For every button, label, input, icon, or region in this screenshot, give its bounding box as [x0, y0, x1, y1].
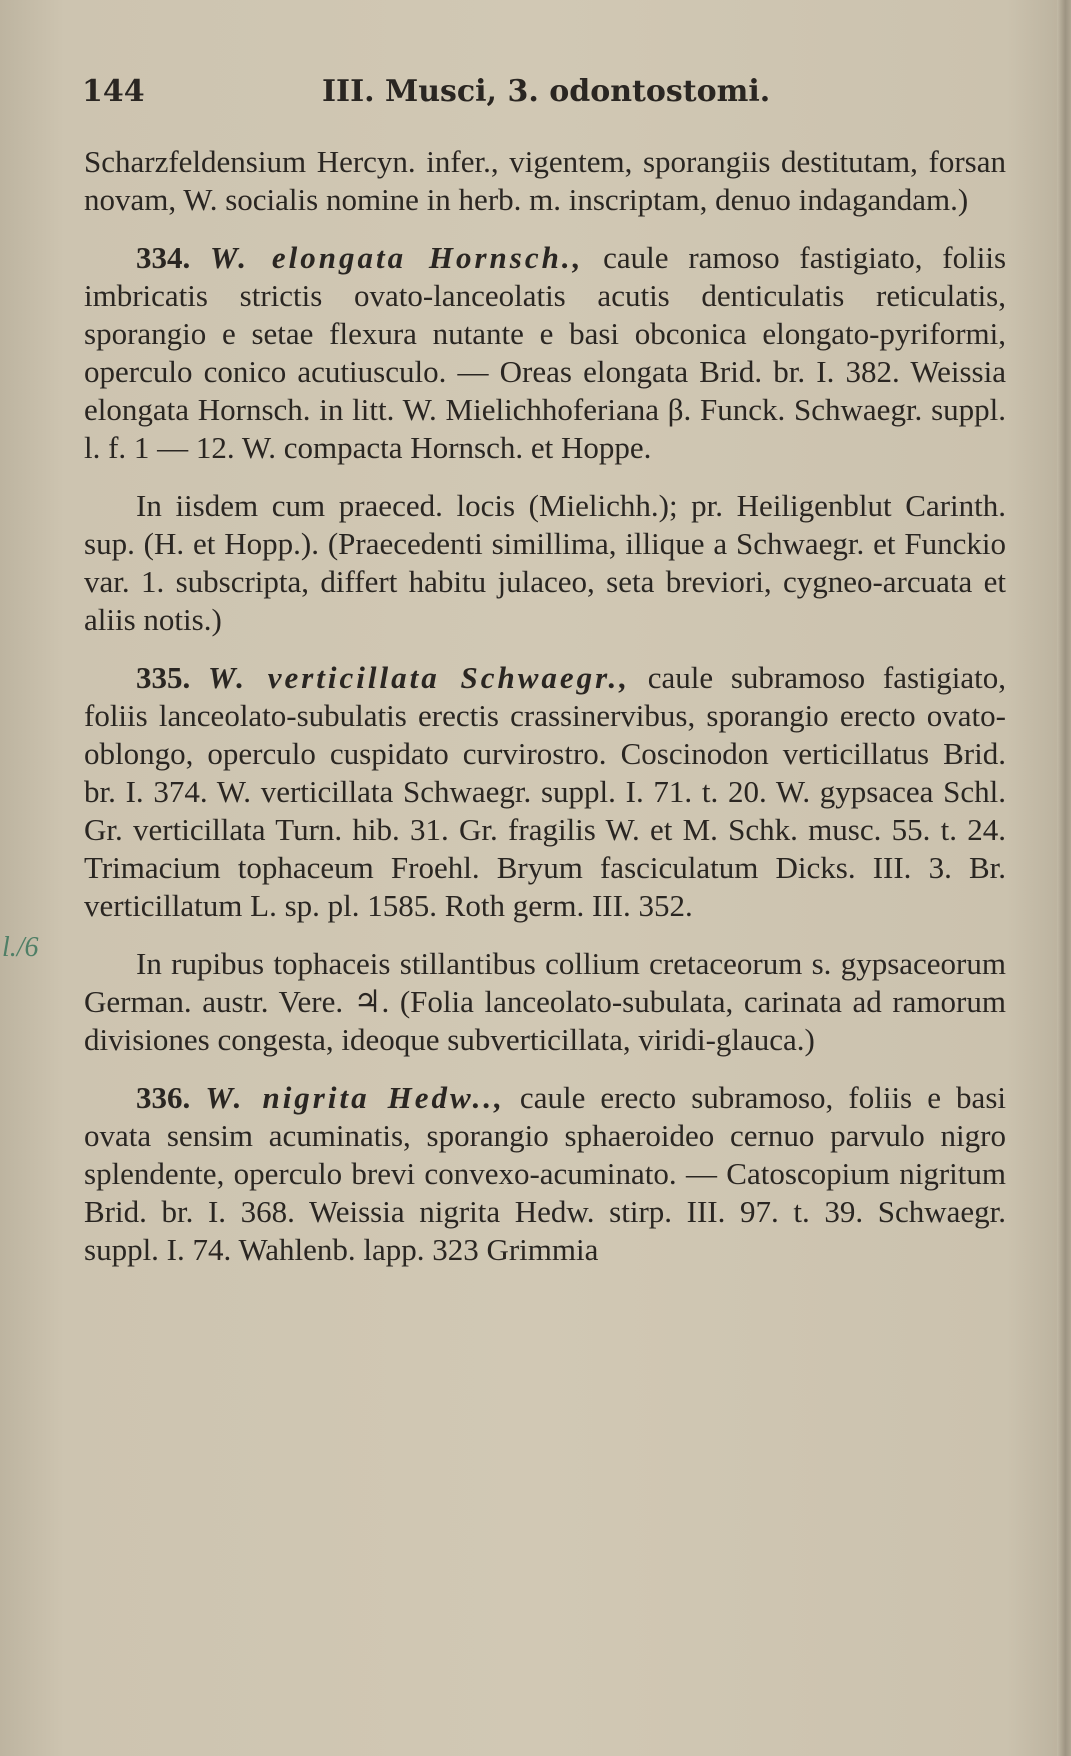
- species-entry-335: [84, 659, 1006, 925]
- running-head: III. Musci, 3. odontostomi.: [322, 74, 771, 109]
- species-entry-334: [84, 239, 1006, 467]
- habitat-note: [84, 487, 1006, 639]
- page-edge: [1057, 0, 1071, 1756]
- species-entry-336: [84, 1079, 1006, 1269]
- page-number: 144: [82, 74, 145, 109]
- body-text: [84, 143, 1006, 1289]
- entry-description: caule erecto subramoso, foliis e basi ovata sensim acuminatis, sporangio sphaeroideo cernuo parvulo nigro splendente, operculo brevi convexo-acuminato. — Catoscopium nigritum Brid. br. I. 368. Weissia nigrita Hedw. stirp. III. 97. t. 39. Schwaegr. suppl. I. 74. Wahlenb. lapp. 323 Grimmia: [84, 1080, 1006, 1267]
- paragraph-text: In iisdem cum praeced. locis (Mielichh.); pr. Heiligenblut Carinth. sup. (H. et Hopp.). (Praecedenti simillima, illique a Schwaegr. et Funckio var. 1. subscripta, differt habitu julaceo, seta breviori, cygneo-arcuata et aliis notis.): [84, 488, 1006, 637]
- habitat-note: [84, 945, 1006, 1059]
- entry-number: 336.: [136, 1080, 191, 1115]
- paragraph-text: Scharzfeldensium Hercyn. infer., vigentem, sporangiis destitutam, forsan novam, W. socialis nomine in herb. m. inscriptam, denuo indagandam.): [84, 144, 1006, 217]
- paragraph-text: In rupibus tophaceis stillantibus collium cretaceorum s. gypsaceorum German. austr. Vere. ♃. (Folia lanceolato-subulata, carinata ad ramorum divisiones congesta, ideoque subverticillata, viridi-glauca.): [84, 946, 1006, 1057]
- page-header: [82, 74, 1002, 114]
- species-name: W. nigrita Hedw..,: [205, 1080, 505, 1115]
- paragraph-continuation: [84, 143, 1006, 219]
- entry-description: caule subramoso fastigiato, foliis lanceolato-subulatis erectis crassinervibus, sporangio erecto ovato-oblongo, operculo cuspidato curvirostro. Coscinodon verticillatus Brid. br. I. 374. W. verticillata Schwaegr. suppl. I. 71. t. 20. W. gypsacea Schl. Gr. verticillata Turn. hib. 31. Gr. fragilis W. et M. Schk. musc. 55. t. 24. Trimacium tophaceum Froehl. Bryum fasciculatum Dicks. III. 3. Br. verticillatum L. sp. pl. 1585. Roth germ. III. 352.: [84, 660, 1007, 923]
- entry-number: 335.: [136, 660, 191, 695]
- species-name: W. elongata Hornsch.,: [210, 240, 584, 275]
- species-name: W. verticillata Schwaegr.,: [207, 660, 630, 695]
- entry-description: caule ramoso fastigiato, foliis imbricatis strictis ovato-lanceolatis acutis denticulatis reticulatis, sporangio e setae flexura nutante e basi obconica elongato-pyriformi, operculo conico acutiusculo. — Oreas elongata Brid. br. I. 382. Weissia elongata Hornsch. in litt. W. Mielichhoferiana β. Funck. Schwaegr. suppl. l. f. 1 — 12. W. compacta Hornsch. et Hoppe.: [84, 240, 1007, 465]
- margin-note: l./6: [2, 932, 39, 963]
- entry-number: 334.: [136, 240, 191, 275]
